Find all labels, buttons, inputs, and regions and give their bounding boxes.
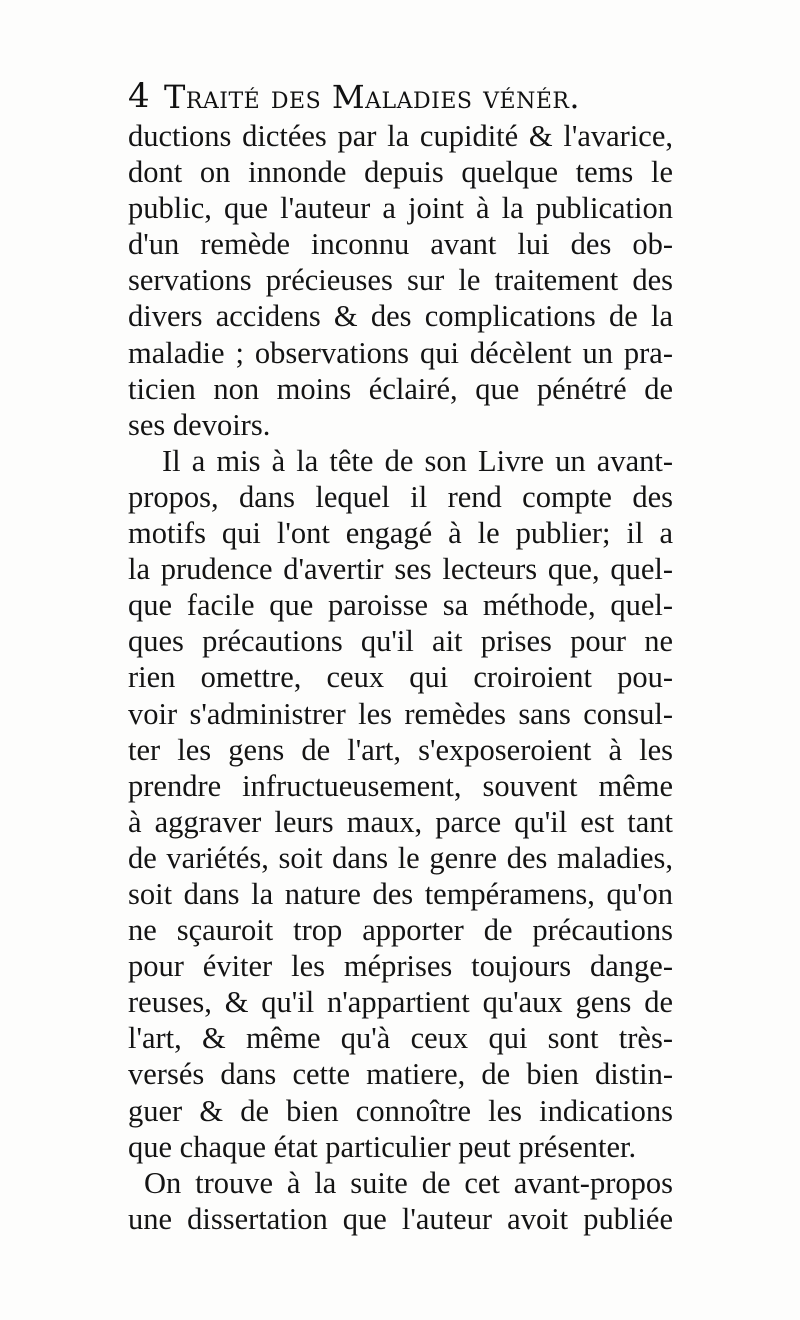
body-text: [128, 118, 673, 1237]
text-line: à aggraver leurs maux, parce qu'il est tant: [128, 804, 673, 839]
text-line: que chaque état particulier peut présenter.: [128, 1129, 637, 1164]
text-line: pour éviter les méprises toujours dange-: [128, 949, 673, 984]
text-line: servations précieuses sur le traitement des: [128, 263, 673, 298]
text-line: reuses, & qu'il n'appartient qu'aux gens de: [128, 985, 673, 1020]
text-line: que facile que paroisse sa méthode, quel-: [128, 588, 673, 623]
text-line: prendre infructueusement, souvent même: [128, 768, 673, 803]
text-line: ductions dictées par la cupidité & l'avarice,: [128, 119, 673, 153]
text-line: versés dans cette matiere, de bien distin-: [128, 1057, 673, 1092]
text-line: rien omettre, ceux qui croiroient pou-: [128, 660, 673, 695]
running-header: [128, 70, 688, 120]
text-line: public, que l'auteur a joint à la publication: [128, 191, 673, 226]
text-line: une dissertation que l'auteur avoit publiée: [128, 1201, 673, 1236]
text-line: d'un remède inconnu avant lui des ob-: [128, 227, 673, 262]
text-line: ter les gens de l'art, s'exposeroient à les: [128, 732, 673, 767]
text-line: de variétés, soit dans le genre des maladies,: [128, 840, 673, 875]
text-line: dont on innonde depuis quelque tems le: [128, 155, 673, 190]
page-number: 4: [128, 76, 150, 116]
text-line: maladie ; observations qui décèlent un pra-: [128, 335, 673, 370]
text-line: ques précautions qu'il ait prises pour ne: [128, 624, 673, 659]
text-line: voir s'administrer les remèdes sans consul-: [128, 696, 673, 731]
text-line: ticien non moins éclairé, que pénétré de: [128, 371, 673, 406]
text-line: ses devoirs.: [128, 407, 271, 442]
text-line: On trouve à la suite de cet avant-propos: [144, 1165, 673, 1200]
text-line: motifs qui l'ont engagé à le publier; il a: [128, 516, 673, 551]
text-line: soit dans la nature des tempéramens, qu'on: [128, 876, 673, 911]
text-line: ne sçauroit trop apporter de précautions: [128, 913, 673, 948]
text-line: la prudence d'avertir ses lecteurs que, quel-: [128, 552, 673, 587]
text-line: propos, dans lequel il rend compte des: [128, 479, 673, 514]
text-line: l'art, & même qu'à ceux qui sont très-: [128, 1021, 673, 1056]
running-title: Traité des Maladies vénér.: [164, 78, 581, 116]
text-line: divers accidens & des complications de la: [128, 299, 673, 334]
text-line: guer & de bien connoître les indications: [128, 1093, 673, 1128]
text-line: Il a mis à la tête de son Livre un avant-: [162, 443, 673, 478]
